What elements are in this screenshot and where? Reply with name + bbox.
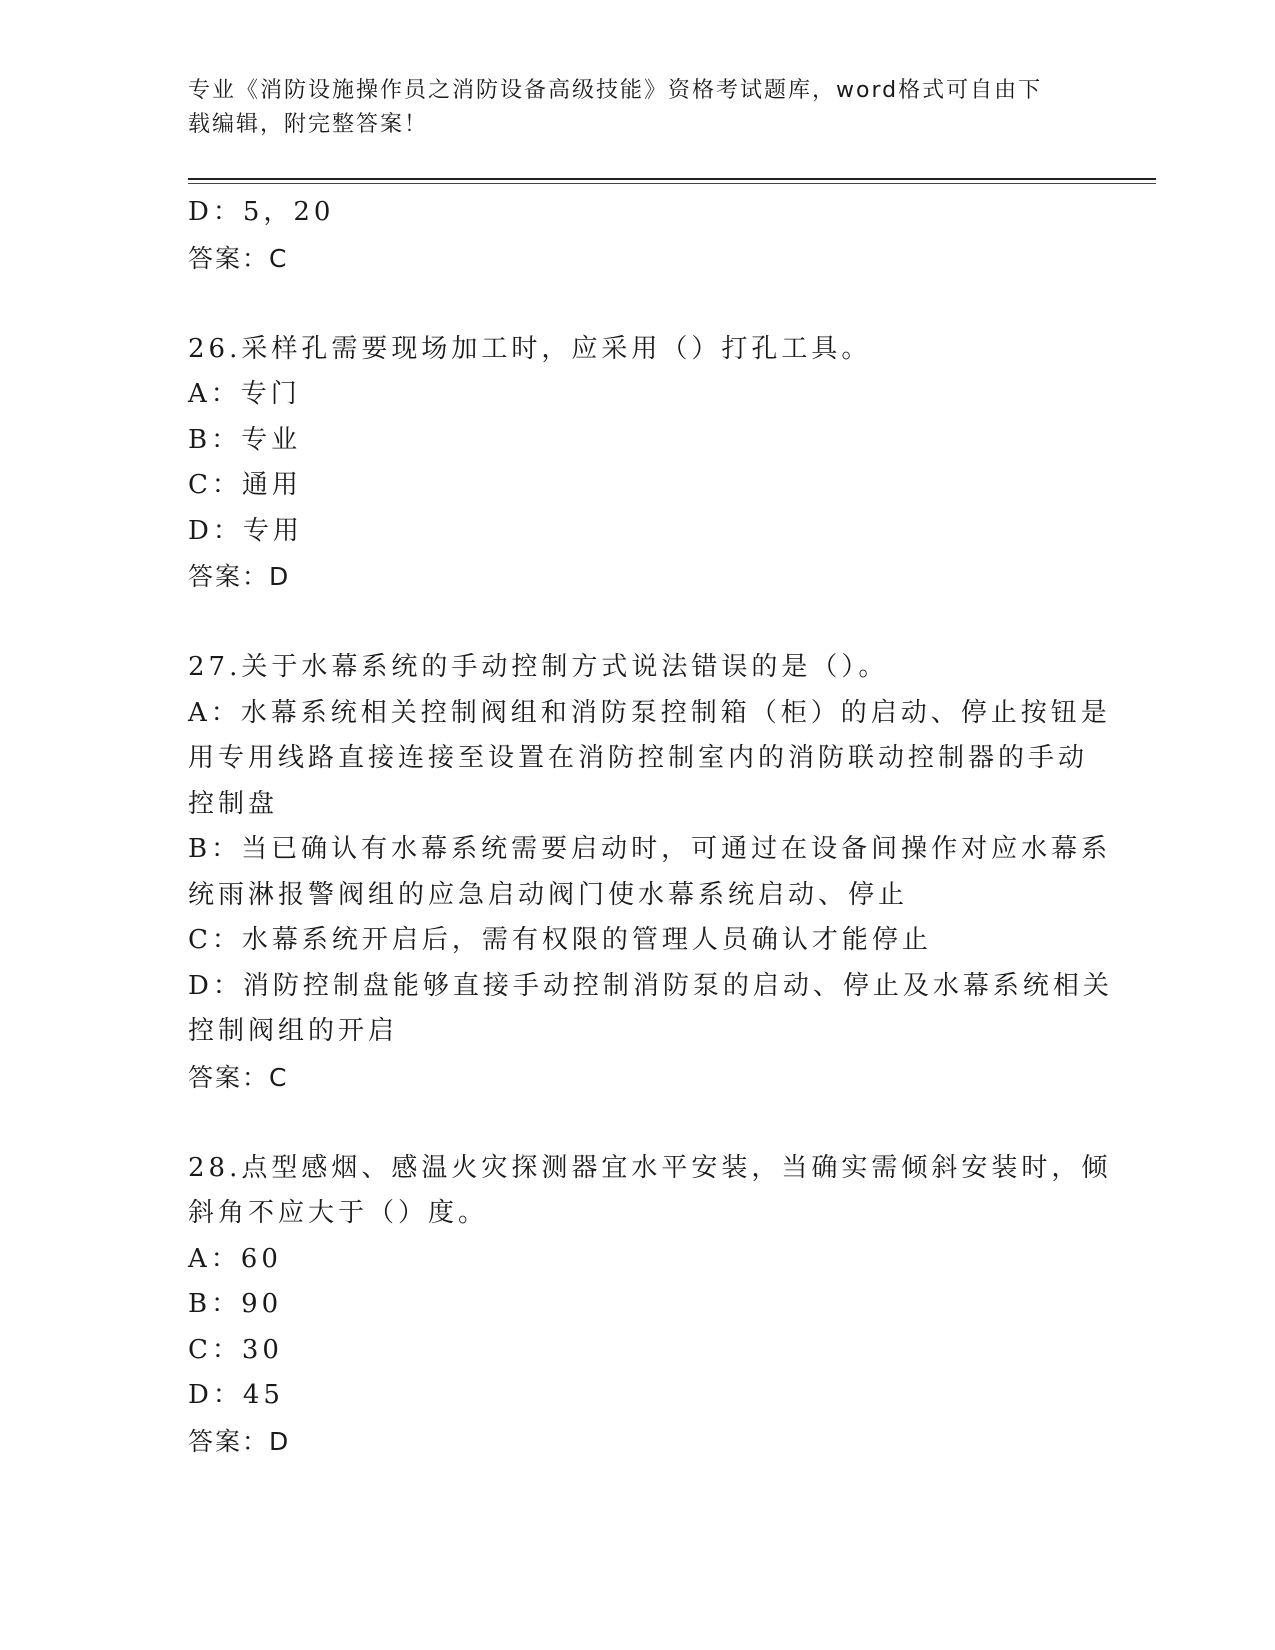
- spacer: [188, 600, 1068, 646]
- document-header: [188, 74, 1088, 142]
- q28-option-a: A：60: [188, 1243, 282, 1274]
- q28-question-line-2: 斜角不应大于（）度。: [188, 1198, 489, 1228]
- q27-question: 27.关于水幕系统的手动控制方式说法错误的是（）。: [188, 652, 889, 682]
- header-divider-thick: [188, 178, 1156, 180]
- q26-option-c: C：通用: [188, 470, 302, 500]
- prev-option-d: D：5，20: [188, 197, 335, 227]
- q26-option-a: A：专门: [188, 379, 301, 409]
- q27-option-d-line-1: D：消防控制盘能够直接手动控制消防泵的启动、停止及水幕系统相关: [188, 970, 1113, 1001]
- q28-question-line-1: 28.点型感烟、感温火灾探测器宜水平安装，当确实需倾斜安装时，倾: [188, 1152, 1112, 1183]
- prev-answer: 答案：C: [188, 243, 289, 273]
- q27-option-a-line-1: A：水幕系统相关控制阀组和消防泵控制箱（柜）的启动、停止按钮是: [188, 697, 1111, 728]
- q26-option-b: B：专业: [188, 424, 302, 455]
- spacer: [188, 281, 1068, 327]
- q27-option-d-line-2: 控制阀组的开启: [188, 1016, 399, 1046]
- header-divider-thin: [188, 183, 1156, 184]
- q27-option-b-line-1: B：当已确认有水幕系统需要启动时，可通过在设备间操作对应水幕系: [188, 834, 1112, 864]
- header-line-1: 专业《消防设施操作员之消防设备高级技能》资格考试题库，word格式可自由下: [188, 78, 1043, 103]
- header-line-2: 载编辑，附完整答案！: [188, 112, 429, 137]
- q27-answer: 答案：C: [188, 1062, 289, 1092]
- q26-answer: 答案：D: [188, 562, 291, 591]
- spacer: [188, 1100, 1068, 1146]
- q28-option-b: B：90: [188, 1289, 283, 1319]
- q28-option-d: D：45: [188, 1380, 284, 1410]
- question-content: [188, 190, 1113, 1464]
- q28-option-c: C：30: [188, 1334, 283, 1365]
- q27-option-a-line-2: 用专用线路直接连接至设置在消防控制室内的消防联动控制器的手动: [188, 743, 1089, 773]
- q27-option-b-line-2: 统雨淋报警阀组的应急启动阀门使水幕系统启动、停止: [188, 879, 909, 910]
- q27-option-a-line-3: 控制盘: [188, 788, 279, 819]
- q27-option-c: C：水幕系统开启后，需有权限的管理人员确认才能停止: [188, 925, 932, 955]
- q28-answer: 答案：D: [188, 1426, 291, 1456]
- q26-question: 26.采样孔需要现场加工时，应采用（）打孔工具。: [188, 333, 872, 364]
- q26-option-d: D：专用: [188, 515, 303, 546]
